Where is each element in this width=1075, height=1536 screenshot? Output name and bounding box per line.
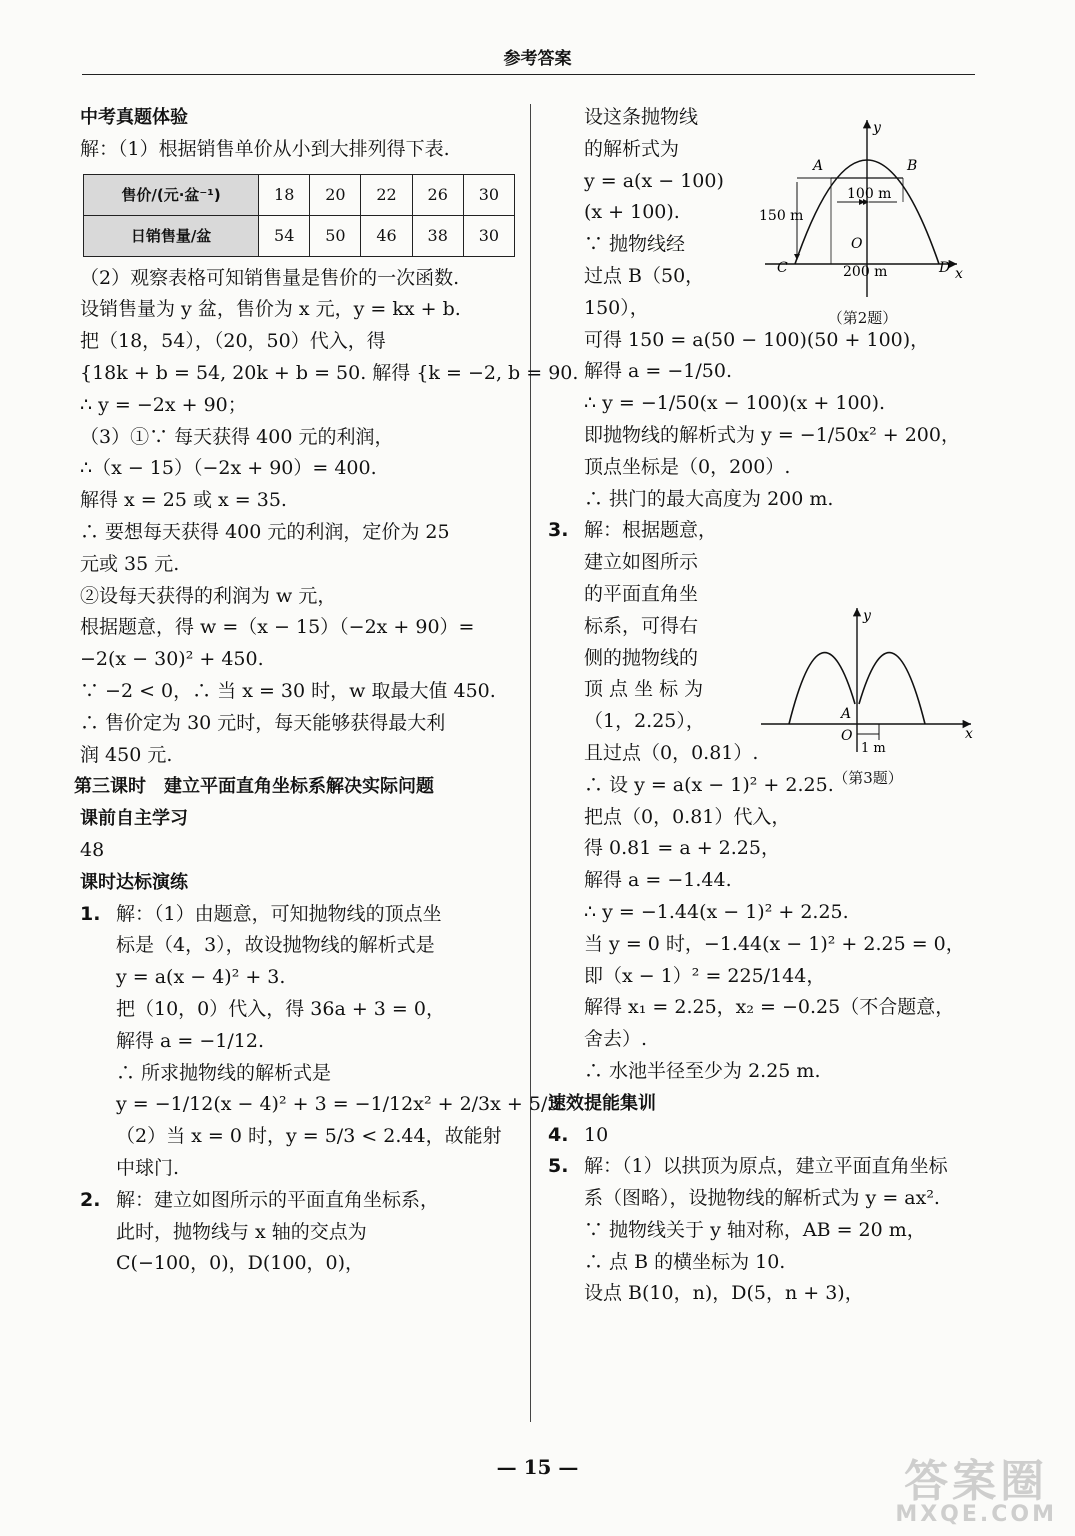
table-cell: 54 xyxy=(259,215,310,256)
text-line: 把（10，0）代入，得 36a + 3 = 0， xyxy=(116,997,445,1020)
text-line: ∴ y = −1.44(x − 1)² + 2.25. xyxy=(584,900,849,923)
figure-caption: （第2题） xyxy=(827,309,898,327)
table-cell: 18 xyxy=(259,174,310,215)
fig2-label-200m: 200 m xyxy=(843,264,888,280)
text-line: ∴ 所求抛物线的解析式是 xyxy=(116,1061,332,1084)
fig2-label-C: C xyxy=(777,260,788,276)
text-line: (x + 100). xyxy=(584,201,680,224)
fig3-label-A: A xyxy=(841,706,852,722)
text-line: 侧的抛物线的 xyxy=(584,646,699,669)
text-line: 把（18，54），（20，50）代入，得 xyxy=(80,330,386,353)
text-line: ∴ 设 y = a(x − 1)² + 2.25. xyxy=(584,773,834,796)
text-line: 舍去）. xyxy=(584,1028,648,1051)
text-line: 解：（1）由题意，可知抛物线的顶点坐 xyxy=(116,902,442,925)
fig2-label-x: x xyxy=(955,266,963,282)
text-line: ∴ 要想每天获得 400 元的利润，定价为 25 xyxy=(80,520,450,543)
text-line: ②设每天获得的利润为 w 元， xyxy=(80,584,337,607)
fig2-label-D: D xyxy=(939,260,951,276)
table-cell: 38 xyxy=(412,215,463,256)
text-line: 解得 a = −1.44. xyxy=(584,869,732,892)
text-line: ∵ 抛物线经 xyxy=(584,233,686,256)
text-line: −2(x − 30)² + 450. xyxy=(80,648,264,671)
text-line: 建立如图所示 xyxy=(584,551,699,574)
table-cell: 26 xyxy=(412,174,463,215)
text-line: 150）， xyxy=(584,296,649,319)
section-title: 课前自主学习 xyxy=(80,808,188,830)
text-line: 设这条抛物线 xyxy=(584,106,699,128)
page-header-title: 参考答案 xyxy=(503,49,572,69)
answer-text: 48 xyxy=(80,838,105,861)
question-number: 3. xyxy=(548,519,569,542)
text-line: 解得 a = −1/12. xyxy=(116,1029,264,1052)
text-line: ∴ 拱门的最大高度为 200 m. xyxy=(584,487,834,510)
question-number: 1. xyxy=(80,902,101,925)
table-cell: 22 xyxy=(361,174,412,215)
text-line: 解：（1）根据销售单价从小到大排列得下表. xyxy=(80,137,450,160)
question-number: 2. xyxy=(80,1188,101,1211)
text-line: ∴ 点 B 的横坐标为 10. xyxy=(584,1250,786,1273)
text-line: 元或 35 元. xyxy=(80,552,180,575)
text-line: 即抛物线的解析式为 y = −1/50x² + 200， xyxy=(584,423,960,446)
fig3-label-y: y xyxy=(863,608,871,624)
table-cell: 30 xyxy=(463,215,514,256)
text-line: 此时，抛物线与 x 轴的交点为 xyxy=(116,1220,367,1243)
text-line: 顶点坐标是（0，200）. xyxy=(584,455,791,478)
text-line: ∴ 水池半径至少为 2.25 m. xyxy=(584,1059,821,1082)
text-line: 根据题意，得 w =（x − 15）（−2x + 90）= xyxy=(80,616,475,639)
left-column xyxy=(74,102,579,1280)
text-line: y = −1/12(x − 4)² + 3 = −1/12x² + 2/3x + 5/3. xyxy=(116,1093,566,1116)
text-line: 润 450 元. xyxy=(80,743,173,766)
text-line: （2）观察表格可知销售量是售价的一次函数. xyxy=(80,266,460,289)
figure-caption: （第3题） xyxy=(833,769,903,787)
fig2-label-B: B xyxy=(907,158,918,174)
text-line: C(−100，0)，D(100，0)， xyxy=(116,1252,365,1275)
equation-system: {18k + b = 54, 20k + b = 50. 解得 {k = −2, b = 90. xyxy=(80,361,579,384)
text-line: （2）当 x = 0 时，y = 5/3 < 2.44，故能射 xyxy=(116,1125,502,1148)
table-header-cell: 日销售量/盆 xyxy=(84,215,259,256)
text-line: 过点 B（50， xyxy=(584,264,705,287)
table-cell: 20 xyxy=(310,174,361,215)
text-line: 当 y = 0 时，−1.44(x − 1)² + 2.25 = 0， xyxy=(584,932,965,955)
text-line: 中球门. xyxy=(116,1156,180,1179)
text-line: ∴ y = −2x + 90； xyxy=(80,393,247,416)
table-cell: 50 xyxy=(310,215,361,256)
watermark-line: 答案圈 xyxy=(904,1456,1049,1507)
text-line: 可得 150 = a(50 − 100)(50 + 100)， xyxy=(584,328,930,351)
text-line: ∵ 抛物线关于 y 轴对称，AB = 20 m， xyxy=(584,1218,926,1241)
text-line: ∵ −2 < 0，∴ 当 x = 30 时，w 取最大值 450. xyxy=(80,679,496,702)
lesson-title: 第三课时 建立平面直角坐标系解决实际问题 xyxy=(74,776,434,798)
fig2-label-A: A xyxy=(813,158,824,174)
fig2-label-y: y xyxy=(873,120,881,136)
text-line: 解：根据题意， xyxy=(584,519,718,542)
text-line: 解得 a = −1/50. xyxy=(584,360,732,383)
page-number: — 15 — xyxy=(496,1455,579,1479)
fig3-label-x: x xyxy=(965,726,973,742)
figure-q2 xyxy=(755,112,970,327)
section-title: 中考真题体验 xyxy=(80,107,188,128)
table-cell: 46 xyxy=(361,215,412,256)
table-row xyxy=(84,174,515,215)
column-divider xyxy=(530,104,531,1422)
watermark-line: MXQE.COM xyxy=(895,1502,1057,1527)
text-line: 标系，可得右 xyxy=(584,614,699,637)
text-line: 且过点（0，0.81）. xyxy=(584,741,759,764)
text-line: 得 0.81 = a + 2.25， xyxy=(584,837,780,860)
text-line: （1，2.25）， xyxy=(584,710,705,733)
text-line: 解：（1）以拱顶为原点，建立平面直角坐标 xyxy=(584,1155,948,1178)
text-line: ∴（x − 15）（−2x + 90）= 400. xyxy=(80,457,377,480)
fig3-label-O: O xyxy=(841,728,853,744)
table-header-cell: 售价/(元·盆⁻¹) xyxy=(84,174,259,215)
watermark-logo xyxy=(895,1456,1057,1527)
text-line: y = a(x − 100) xyxy=(584,169,724,192)
question-number: 5. xyxy=(548,1155,569,1178)
figure-q3 xyxy=(757,602,979,792)
text-line: 设点 B(10，n)，D(5，n + 3)， xyxy=(584,1282,864,1305)
text-line: 解：建立如图所示的平面直角坐标系， xyxy=(116,1188,440,1211)
fig3-label-1m: 1 m xyxy=(861,741,886,756)
text-line: 设销售量为 y 盆，售价为 x 元，y = kx + b. xyxy=(80,298,461,321)
text-line: 标是（4，3），故设抛物线的解析式是 xyxy=(116,934,435,957)
fountain-parabola-diagram xyxy=(757,602,979,762)
question-number: 4. xyxy=(548,1123,569,1146)
text-line: 的解析式为 xyxy=(584,137,680,160)
fig2-label-150m: 150 m xyxy=(759,208,804,224)
header-rule xyxy=(82,74,975,75)
fig2-label-O: O xyxy=(851,236,863,252)
section-title: 速效提能集训 xyxy=(548,1092,656,1114)
text-line: 即（x − 1）² = 225/144， xyxy=(584,964,826,987)
text-line: ∴ y = −1/50(x − 100)(x + 100). xyxy=(584,392,886,415)
text-line: 解得 x₁ = 2.25，x₂ = −0.25（不合题意， xyxy=(584,996,955,1019)
table-row xyxy=(84,215,515,256)
text-line: 顶 点 坐 标 为 xyxy=(584,678,704,701)
answer-text: 10 xyxy=(584,1123,609,1146)
text-line: 把点（0，0.81）代入， xyxy=(584,805,791,828)
text-line: 解得 x = 25 或 x = 35. xyxy=(80,489,287,512)
table-cell: 30 xyxy=(463,174,514,215)
fig2-label-100m: 100 m xyxy=(847,186,892,202)
text-line: 的平面直角坐 xyxy=(584,582,699,605)
parabola-arch-diagram xyxy=(755,112,970,302)
text-line: ∴ 售价定为 30 元时，每天能够获得最大利 xyxy=(80,711,446,734)
text-line: 系（图略），设抛物线的解析式为 y = ax². xyxy=(584,1187,940,1210)
text-line: y = a(x − 4)² + 3. xyxy=(116,966,286,989)
text-line: （3）①∵ 每天获得 400 元的利润， xyxy=(80,425,394,448)
price-sales-table xyxy=(83,174,515,257)
section-title: 课时达标演练 xyxy=(80,871,188,893)
